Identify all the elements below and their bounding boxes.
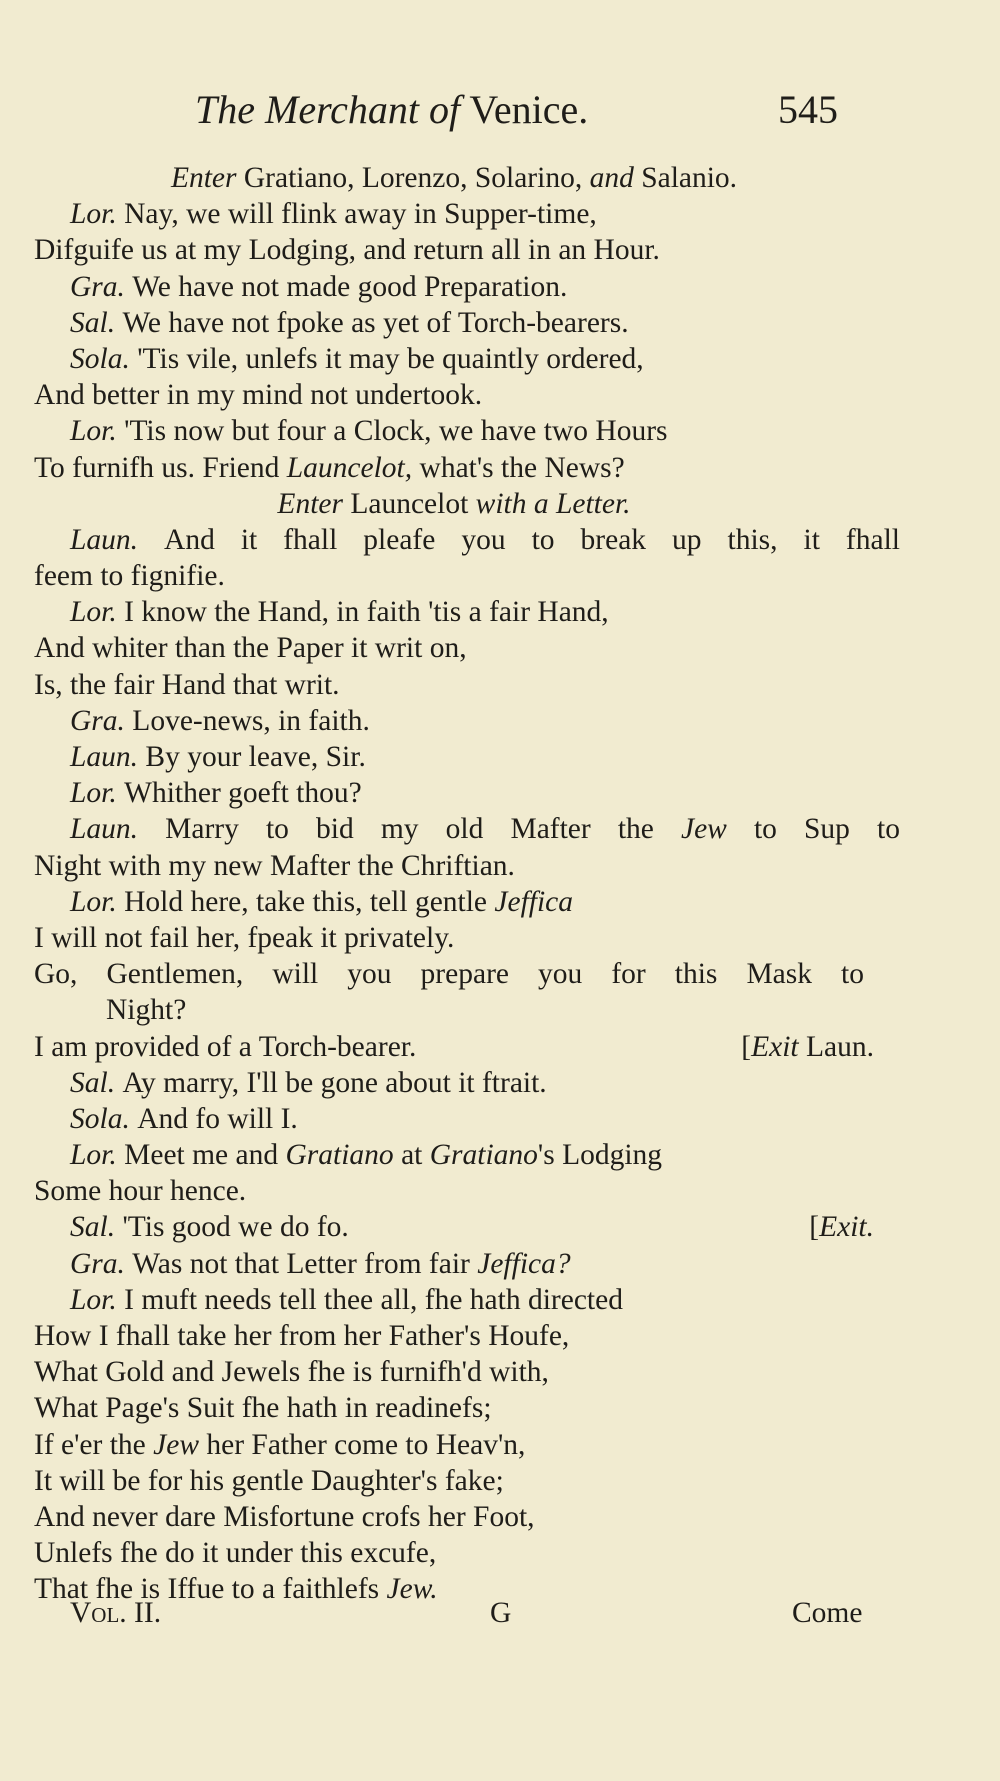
line-text: And whiter than the Paper it writ on, xyxy=(34,632,467,665)
speaker-name: Gra. xyxy=(70,704,133,737)
line-text: Hold here, take this, tell gentle xyxy=(124,885,495,918)
speaker-name: Sal. xyxy=(70,306,123,339)
speaker-name: Sola. xyxy=(70,1102,138,1135)
italic-text: Exit. xyxy=(819,1211,874,1244)
speaker-name: Laun. xyxy=(70,523,165,556)
text-line xyxy=(34,160,874,196)
text-line xyxy=(34,1390,874,1426)
italic-text: Jeffica? xyxy=(477,1247,571,1280)
italic-text: Jeffica xyxy=(494,885,574,918)
text-line xyxy=(34,1535,874,1571)
line-text: What Page's Suit fhe hath in readinefs; xyxy=(34,1392,492,1425)
italic-text: and xyxy=(589,162,642,194)
line-text: It will be for his gentle Daughter's fake; xyxy=(34,1464,504,1497)
text-line xyxy=(34,232,874,268)
stage-direction-exit xyxy=(809,1209,874,1245)
line-text: Launcelot xyxy=(350,487,476,520)
text-line xyxy=(34,1463,874,1499)
line-text: Unlefs fhe do it under this excufe, xyxy=(34,1537,437,1570)
line-text: I muft needs tell thee all, fhe hath directed xyxy=(124,1283,623,1316)
play-text xyxy=(34,160,900,1608)
speaker-name: Sola. xyxy=(70,342,138,375)
text-line xyxy=(34,1101,874,1137)
line-text: How I fhall take her from her Father's Houfe, xyxy=(34,1320,570,1352)
italic-text: Launcelot, xyxy=(286,451,420,484)
page-number: 545 xyxy=(778,87,838,132)
italic-text: Gratiano xyxy=(429,1139,538,1172)
line-text: her Father come to Heav'n, xyxy=(206,1428,526,1461)
line-text: And better in my mind not undertook. xyxy=(34,379,483,412)
speaker-name: Lor. xyxy=(70,885,125,918)
line-text: What Gold and Jewels fhe is furnifh'd with, xyxy=(34,1356,549,1389)
text-line xyxy=(34,594,874,630)
text-line xyxy=(34,305,874,341)
line-text: Salanio. xyxy=(641,162,738,194)
text-line xyxy=(34,522,900,558)
speaker-name: Gra. xyxy=(70,1247,133,1280)
line-text: Nay, we will flink away in Supper-time, xyxy=(124,198,597,231)
text-line xyxy=(34,558,874,594)
text-line xyxy=(34,413,874,449)
running-title xyxy=(195,86,588,133)
line-text: Meet me and xyxy=(124,1139,286,1172)
text-line xyxy=(34,992,874,1028)
italic-text: Jew xyxy=(153,1428,207,1461)
line-text: We have not made good Preparation. xyxy=(132,270,568,303)
stage-direction-exit xyxy=(741,1029,874,1065)
speaker-name: Lor. xyxy=(70,415,125,448)
text-line xyxy=(34,1318,874,1354)
speaker-name: Sal. xyxy=(70,1066,123,1099)
text-line xyxy=(34,703,874,739)
italic-text: with a Letter. xyxy=(475,487,631,520)
signature-mark: G xyxy=(490,1597,512,1629)
speaker-name: Gra. xyxy=(70,270,133,303)
speaker-name: Lor. xyxy=(70,1283,125,1316)
italic-text: Exit xyxy=(751,1030,806,1063)
text-line xyxy=(34,1427,874,1463)
text-line xyxy=(34,630,874,666)
line-text: And it fhall pleafe you to break up this, it fhall xyxy=(164,523,900,556)
text-line xyxy=(34,811,900,847)
speaker-name: Sal. xyxy=(70,1211,123,1244)
text-line xyxy=(34,1065,874,1101)
line-text: We have not fpoke as yet of Torch-bearers. xyxy=(122,306,629,339)
line-text: I know the Hand, in faith 'tis a fair Hand, xyxy=(124,596,609,629)
line-text: what's the News? xyxy=(419,451,625,484)
text-line xyxy=(34,1173,874,1209)
line-text: Night with my new Mafter the Chriftian. xyxy=(34,849,515,882)
text-line xyxy=(34,1137,874,1173)
line-text: Gratiano, Lorenzo, Solarino, xyxy=(243,162,590,194)
line-text: By your leave, Sir. xyxy=(145,741,366,773)
line-text: If e'er the xyxy=(34,1428,154,1461)
line-text: To furnifh us. Friend xyxy=(34,451,287,484)
line-text: And fo will I. xyxy=(137,1102,298,1135)
line-text: 'Tis vile, unlefs it may be quaintly ordered, xyxy=(137,342,644,375)
line-text: Ay marry, I'll be gone about it ftrait. xyxy=(122,1066,547,1099)
text-line xyxy=(34,486,874,522)
line-text: 'Tis now but four a Clock, we have two Hours xyxy=(124,415,668,448)
line-text: to Sup to xyxy=(753,813,900,846)
line-text: Whither goeft thou? xyxy=(124,777,362,810)
text-line xyxy=(34,269,874,305)
text-line xyxy=(34,1282,874,1318)
line-text: Difguife us at my Lodging, and return all in an Hour. xyxy=(34,234,660,267)
line-text: That fhe is Iffue to a faithlefs xyxy=(34,1573,387,1606)
catchword: Come xyxy=(792,1597,863,1629)
page-footer xyxy=(0,1597,1000,1637)
running-title-italic: The Merchant of xyxy=(195,87,461,132)
line-text: Was not that Letter from fair xyxy=(132,1247,478,1280)
line-text: I am provided of a Torch-bearer. xyxy=(34,1030,417,1063)
speaker-name: Lor. xyxy=(70,1139,125,1172)
line-text: 's Lodging xyxy=(537,1139,663,1172)
text-line xyxy=(34,956,864,992)
line-text: I will not fail her, fpeak it privately. xyxy=(34,921,455,954)
text-line xyxy=(34,775,874,811)
line-text: Is, the fair Hand that writ. xyxy=(34,668,340,701)
speaker-name: Lor. xyxy=(70,198,125,231)
line-text: Love-news, in faith. xyxy=(132,704,370,737)
line-text: Some hour hence. xyxy=(34,1175,247,1208)
text-line xyxy=(34,1209,874,1245)
line-text: at xyxy=(401,1139,430,1172)
running-title-roman: Venice. xyxy=(469,87,589,132)
page-header xyxy=(0,86,1000,136)
italic-text: Gratiano xyxy=(285,1139,402,1172)
text-line xyxy=(34,884,874,920)
line-text: feem to fignifie. xyxy=(34,560,225,593)
speaker-name: Laun. xyxy=(70,741,146,773)
speaker-name: Lor. xyxy=(70,777,125,810)
speaker-name: Laun. xyxy=(70,813,166,846)
line-text: And never dare Misfortune crofs her Foot, xyxy=(34,1500,535,1533)
text-line xyxy=(34,1029,874,1065)
line-text: Night? xyxy=(106,994,187,1027)
text-line xyxy=(34,920,874,956)
line-text: [ xyxy=(741,1030,752,1063)
italic-text: Enter xyxy=(170,162,244,194)
speaker-name: Lor. xyxy=(70,596,125,629)
italic-text: Enter xyxy=(277,487,351,520)
text-line xyxy=(34,848,874,884)
volume-number: Vol. II. xyxy=(70,1597,162,1629)
line-text: Go, Gentlemen, will you prepare you for this Mask to xyxy=(34,958,864,991)
text-line xyxy=(34,1354,874,1390)
line-text: Marry to bid my old Mafter the xyxy=(165,813,681,846)
text-line xyxy=(34,739,874,775)
text-line xyxy=(34,1246,874,1282)
italic-text: Jew xyxy=(680,813,754,846)
text-line xyxy=(34,1499,874,1535)
text-line xyxy=(34,667,874,703)
text-line xyxy=(34,196,874,232)
line-text: 'Tis good we do fo. xyxy=(122,1211,349,1244)
line-text: [ xyxy=(809,1211,820,1244)
text-line xyxy=(34,377,874,413)
line-text: Laun. xyxy=(806,1030,874,1063)
italic-text: Jew. xyxy=(386,1573,438,1606)
text-line xyxy=(34,341,874,377)
text-line xyxy=(34,450,874,486)
